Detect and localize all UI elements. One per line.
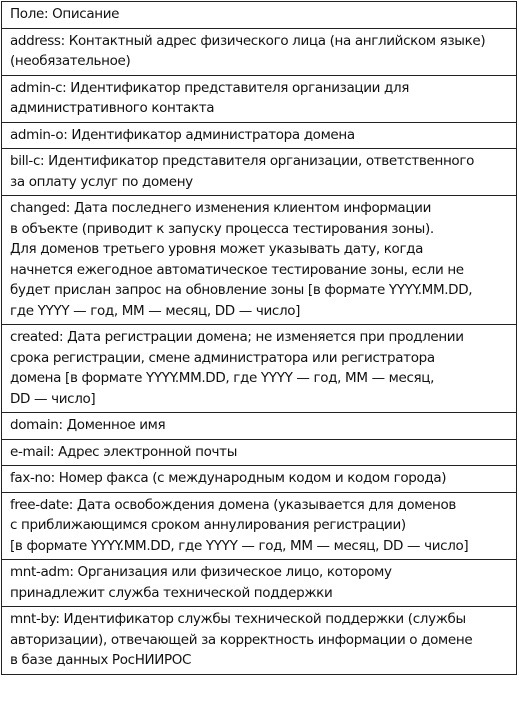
row-text-line: начнется ежегодное автоматическое тестирование зоны, если не xyxy=(10,261,464,278)
table-row-bill-c xyxy=(1,149,517,196)
row-text-line: за оплату услуг по домену xyxy=(10,173,193,190)
row-text-line: домена [в формате YYYY.MM.DD, где YYYY — год, MM — месяц, xyxy=(10,370,435,386)
row-text-line: в базе данных РосНИИРОС xyxy=(10,652,192,668)
row-text-line: address: Контактный адрес физического лица (на английском языке) xyxy=(10,32,486,49)
row-text-line: в объекте (приводит к запуску процесса тестирования зоны). xyxy=(10,220,434,237)
row-text-line: free-date: Дата освобождения домена (указывается для доменов xyxy=(10,496,457,513)
row-text-line: будет прислан запрос на обновление зоны [в формате YYYY.MM.DD, xyxy=(10,282,473,298)
row-text-line: bill-c: Идентификатор представителя организации, ответственного xyxy=(10,153,474,169)
row-text-line: авторизации), отвечающей за корректность информации о домене xyxy=(10,631,473,648)
table-row-header xyxy=(1,1,517,29)
row-text-line: changed: Дата последнего изменения клиентом информации xyxy=(10,200,432,216)
row-text-line: Для доменов третьего уровня может указывать дату, когда xyxy=(10,241,424,257)
row-text-line: created: Дата регистрации домена; не изменяется при продлении xyxy=(10,329,464,345)
row-text-line: где YYYY — год, MM — месяц, DD — число] xyxy=(10,302,301,319)
row-text-line: mnt-by: Идентификатор службы технической поддержки (службы xyxy=(10,611,466,627)
table-row-admin-o xyxy=(1,123,517,150)
table-row-mnt-by xyxy=(1,607,517,675)
row-text-line: принадлежит служба технической поддержки xyxy=(10,584,333,601)
row-text-line: административного контакта xyxy=(10,100,215,116)
table-row-changed xyxy=(1,196,517,325)
row-text-line: admin-o: Идентификатор администратора домена xyxy=(10,126,355,143)
row-text-line: (необязательное) xyxy=(10,53,131,69)
table-row-address xyxy=(1,29,517,76)
table-row-created xyxy=(1,325,517,413)
row-text-line: срока регистрации, смене администратора или регистратора xyxy=(10,349,435,366)
row-text-line: mnt-adm: Организация или физическое лицо, которому xyxy=(10,564,392,580)
table-row-domain xyxy=(1,413,517,440)
row-text-line: [в формате YYYY.MM.DD, где YYYY — год, MM — месяц, DD — число] xyxy=(10,537,469,554)
table-row-admin-c xyxy=(1,76,517,123)
row-text-line: DD — число] xyxy=(10,390,96,407)
row-text-line: domain: Доменное имя xyxy=(10,417,166,433)
row-text-line: admin-c: Идентификатор представителя организации для xyxy=(10,79,410,96)
row-text-line: e-mail: Адрес электронной почты xyxy=(10,443,238,460)
row-text-line: с приближающимся сроком аннулирования регистрации) xyxy=(10,517,406,533)
table-row-fax-no xyxy=(1,466,517,493)
row-text-line: fax-no: Номер факса (с международным кодом и кодом города) xyxy=(10,470,447,486)
table-row-free-date xyxy=(1,493,517,561)
table-row-e-mail xyxy=(1,440,517,467)
table-row-mnt-adm xyxy=(1,560,517,607)
field-description-table xyxy=(1,1,517,675)
row-text-line: Поле: Описание xyxy=(10,6,120,22)
